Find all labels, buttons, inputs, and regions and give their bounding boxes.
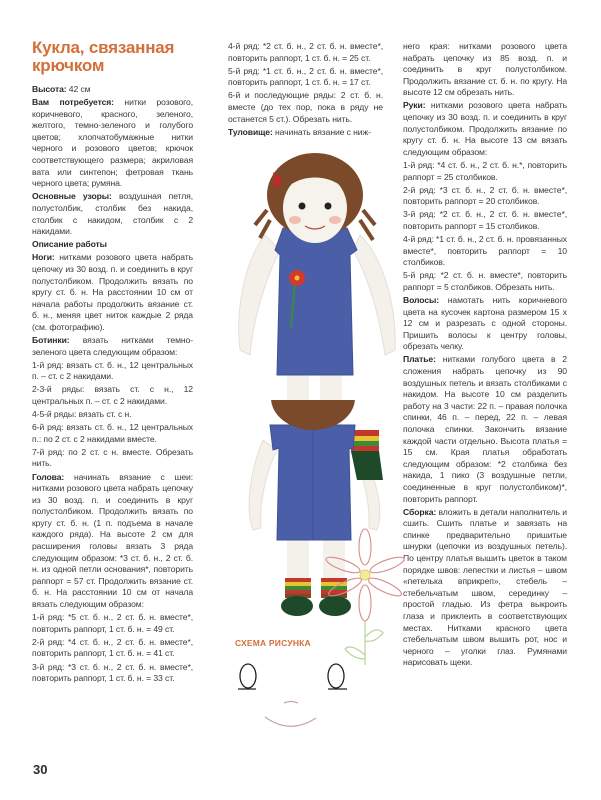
paragraph-label: Руки: xyxy=(403,100,426,111)
text-column-3 xyxy=(403,41,567,670)
nose xyxy=(284,702,298,704)
paragraph xyxy=(32,662,193,685)
face-scheme-drawing xyxy=(220,660,400,740)
paragraph-label: Голова: xyxy=(32,471,65,482)
paragraph xyxy=(228,127,383,139)
paragraph-text: 4-5-й ряды: вязать ст. с н. xyxy=(32,409,132,420)
paragraph-label: Ботинки: xyxy=(32,334,70,345)
paragraph-text: начинать вязание с шеи: нитками розового цвета набрать цепочку из 30 возд. п. и соединить в круг полустолбиком. Продолжить вязать по кругу ст. б. н. (1 п. подъема в начале каждого ряда). На высоте 2 см для расширения головы вязать 3 ряда следующим образом: *3 ст. б. н., 2 ст. б. н. из одной петли основания*, повторить раппорт = 57 ст. Продолжить вязание ст. б. н. На расстоянии 10 см от начала вязать следующим образом: xyxy=(32,471,193,610)
text-column-2 xyxy=(228,41,383,140)
paragraph-text: 5-й ряд: *2 ст. б. н. вместе*, повторить раппорт = 5 столбиков. Обрезать нить. xyxy=(403,270,567,292)
paragraph xyxy=(403,354,567,505)
paragraph xyxy=(32,472,193,611)
paragraph xyxy=(403,100,567,158)
paragraph-label: Высота: xyxy=(32,84,67,94)
paragraph xyxy=(228,66,383,89)
paragraph-text: 3-й ряд: *2 ст. б. н., 2 ст. б. н. вместе*, повторить раппорт = 15 столбиков. xyxy=(403,209,567,231)
page-number: 30 xyxy=(33,762,48,777)
paragraph-label: Платье: xyxy=(403,354,436,365)
flower-scheme-drawing xyxy=(325,525,405,665)
paragraph-text: 1-й ряд: *4 ст. б. н., 2 ст. б. н.*, повторить раппорт = 25 столбиков. xyxy=(403,159,567,182)
paragraph xyxy=(403,185,567,208)
text-column-1 xyxy=(32,84,193,686)
doll-face xyxy=(283,173,347,243)
doll-front-photo xyxy=(225,150,405,430)
paragraph xyxy=(403,234,567,269)
front-doll-foot xyxy=(351,430,383,480)
paragraph xyxy=(403,270,567,293)
paragraph xyxy=(32,384,193,407)
paragraph-text: 2-й ряд: *4 ст. б. н., 2 ст. б. н. вместе*, повторить раппорт, 1 ст. б. н. = 41 ст. xyxy=(32,636,193,659)
article-title: Кукла, связанная крючком xyxy=(32,38,175,75)
paragraph xyxy=(32,97,193,190)
paragraph xyxy=(32,335,193,358)
doll-shoe-left xyxy=(281,596,313,616)
eye-right xyxy=(328,664,344,688)
paragraph-label: Волосы: xyxy=(403,294,440,305)
paragraph-text: 1-й ряд: *5 ст. б. н., 2 ст. б. н. вместе*, повторить раппорт, 1 ст. б. н. = 49 ст. xyxy=(32,612,193,634)
paragraph-text: 2-й ряд: *3 ст. б. н., 2 ст. б. н. вместе*, повторить раппорт = 20 столбиков. xyxy=(403,184,567,207)
paragraph-text: 5-й ряд: *1 ст. б. н., 2 ст. б. н. вместе*, повторить раппорт, 1 ст. б. н. = 17 ст. xyxy=(228,65,383,88)
paragraph-text: 3-й ряд: *3 ст. б. н., 2 ст. б. н. вместе*, повторить раппорт, 1 ст. б. н. = 33 ст. xyxy=(32,661,193,684)
eye-left xyxy=(240,664,256,688)
paragraph-text: нитками голубого цвета в 2 сложения набрать цепочку из 90 воздушных петель и вязать столбиками с накидом. На высоте 10 см разделить работу на 3 части: 22 п. – правая полочка спинки, 46 п. – перед, 22 п. – левая полочка спинки. Закончить вязание каждой части отдельно. Высота платья = 15 см. Края платья обработать следующим образом: *2 столбика без накида, 1 пико (3 воздушные петли, соединенные в круг полустолбиком)*, повторить раппорт. xyxy=(403,354,567,504)
paragraph-text: 1-й ряд: вязать ст. б. н., 12 центральных п. – ст. с 2 накидами. xyxy=(32,359,193,382)
petal xyxy=(325,554,362,576)
paragraph xyxy=(32,252,193,333)
paragraph-text: 6-й и последующие ряды: 2 ст. б. н. вместе (до тех пор, пока в ряду не останется 5 ст.). Обрезать нить. xyxy=(228,90,383,124)
petal xyxy=(359,585,371,621)
paragraph-label: Ноги: xyxy=(32,252,55,263)
paragraph-label: Основные узоры: xyxy=(32,191,112,202)
doll-sock-left xyxy=(285,578,311,598)
paragraph-label: Вам потребуется: xyxy=(32,97,114,108)
paragraph xyxy=(32,637,193,660)
paragraph-text: него края: нитками розового цвета набрать цепочку из 85 возд. п. и соединить в круг полустолбиком. Продолжить вязание ст. б. н. по кругу. На высоте 12 см обрезать нить. xyxy=(403,41,567,98)
paragraph-text: 4-й ряд: *1 ст. б. н., 2 ст. б. н. провязанных вместе*, повторить раппорт = 10 столбиков. xyxy=(403,234,567,268)
petal xyxy=(359,529,371,565)
paragraph xyxy=(32,191,193,237)
paragraph-text: нитки розового, коричневого, красного, зеленого, желтого, темно-зеленого и голубого цветов; хлопчатобумажные нитки черного и розового цветов; крючок соответствующего размера; акриловая вата или синтепон; фетровая ткань черного цвета; румяна. xyxy=(32,97,193,189)
paragraph-label: Описание работы xyxy=(32,239,107,250)
doll-dress xyxy=(275,228,357,375)
paragraph-text: вязать нитками темно-зеленого цвета следующим образом: xyxy=(32,334,193,357)
paragraph xyxy=(403,160,567,183)
paragraph-text: 2-3-й ряды: вязать ст. с н., 12 центральных п. – ст. с 2 накидами. xyxy=(32,384,193,406)
petal xyxy=(367,575,404,599)
paragraph-text: начинать вязание с ниж- xyxy=(272,126,371,137)
paragraph-label: Туловище: xyxy=(228,126,273,137)
paragraph-text: 4-й ряд: *2 ст. б. н., 2 ст. б. н. вместе*, повторить раппорт, 1 ст. б. н. = 25 ст. xyxy=(228,41,383,63)
paragraph xyxy=(403,41,567,99)
doll-arm-right xyxy=(353,235,395,355)
paragraph xyxy=(32,360,193,383)
paragraph xyxy=(32,84,193,96)
paragraph-text: 6-й ряд: вязать ст. б. н., 12 центральных п.: по 2 ст. с 2 накидами вместе. xyxy=(32,422,193,444)
paragraph-text: 42 см xyxy=(66,84,91,94)
paragraph-text: намотать нить коричневого цвета на кусочек картона размером 15 х 12 см и разрезать с одной стороны. Пришить волосы к центру головы, обрезать челку. xyxy=(403,294,567,352)
paragraph xyxy=(32,422,193,445)
leaf xyxy=(345,647,365,659)
paragraph xyxy=(32,239,193,251)
petal xyxy=(368,554,405,576)
leaf xyxy=(365,630,383,642)
scheme-label: СХЕМА РИСУНКА xyxy=(235,638,311,648)
doll-arm-left xyxy=(239,235,280,355)
paragraph xyxy=(403,295,567,353)
petal xyxy=(327,575,364,599)
paragraph xyxy=(403,209,567,232)
paragraph xyxy=(403,507,567,669)
paragraph-text: нитками розового цвета набрать цепочку из 30 возд. п. и соединить в круг полустолбиком. Продолжить вязать по кругу ст. б. н. На расстоянии 10 см от начала работы продолжить вязание ст. б. н., меняя цвет ниток каждые 2 ряда (см. фотографию). xyxy=(32,252,193,332)
paragraph xyxy=(32,612,193,635)
paragraph xyxy=(32,447,193,470)
paragraph-text: вложить в детали наполнитель и сшить. Сшить платье и завязать на спинке предварительно пришитые шнурки (цепочки из воздушных петель). По центру платья вышить цветок в таком порядке швов: лепестки и листья – швом «петелька вприкреп», стебель – стебельчатым швом, серединку – простой гладью. Из фетра выкроить глаза и приклеить в соответствующих местах. Нитками красного цвета стебельчатым швом вышить рот, нос и черного – уголки глаз. Румянами нарисовать щеки. xyxy=(403,506,567,668)
paragraph-text: 7-й ряд: по 2 ст. с н. вместе. Обрезать нить. xyxy=(32,446,193,469)
paragraph xyxy=(228,41,383,64)
paragraph-text: нитками розового цвета набрать цепочку из 30 возд. п. и соединить в круг полустолбиком. Продолжить вязание по кругу ст. б. н. На высоте 13 см вязать следующим образом: xyxy=(403,100,567,157)
mouth xyxy=(265,717,316,726)
flower-center xyxy=(360,570,370,580)
paragraph xyxy=(32,409,193,421)
paragraph xyxy=(228,90,383,125)
paragraph-label: Сборка: xyxy=(403,506,437,517)
paragraph-text: воздушная петля, полустолбик, столбик без накида, столбик с накидом, столбик с 2 накидами. xyxy=(32,191,193,237)
